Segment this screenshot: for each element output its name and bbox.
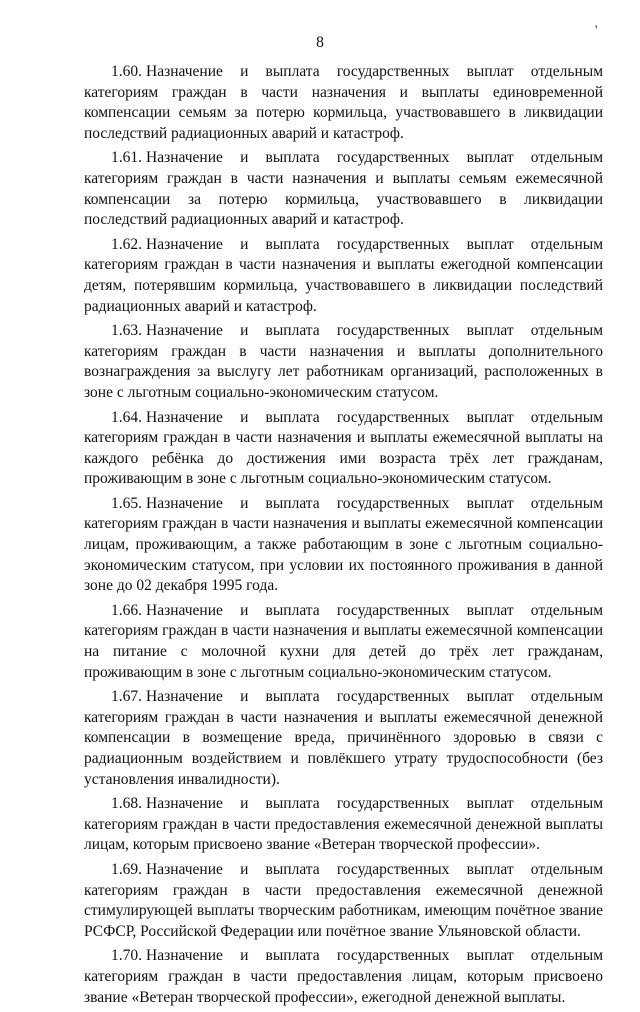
paragraph-1-63 <box>84 321 603 403</box>
paragraph-number: 1.68. <box>111 795 142 813</box>
paragraph-text: Назначение и выплата государственных выплат отдельным категориям граждан в части назначения и выплаты семьям ежемесячной компенсации за потерю кормильца, участвовавшего в ликвидации последствий радиационных аварий и катастроф. <box>84 149 603 229</box>
paragraph-1-64 <box>84 408 603 490</box>
paragraph-1-62 <box>84 235 603 317</box>
paragraph-number: 1.66. <box>111 601 142 619</box>
paragraph-number: 1.64. <box>111 408 142 426</box>
paragraph-1-68 <box>84 794 603 856</box>
paragraph-1-65 <box>84 494 603 597</box>
paragraph-text: Назначение и выплата государственных выплат отдельным категориям граждан в части предоставления ежемесячной денежной стимулирующей выплаты творческим работникам, имеющим почётное звание РСФСР, Российской Федерации или почётное звание Ульяновской области. <box>84 860 603 940</box>
paragraph-text: Назначение и выплата государственных выплат отдельным категориям граждан в части предоставления лицам, которым присвоено звание «Ветеран творческой профессии», ежегодной денежной выплаты. <box>84 947 603 1006</box>
paragraph-number: 1.60. <box>111 63 142 80</box>
corner-mark: ' <box>595 22 598 37</box>
paragraph-number: 1.62. <box>111 235 142 253</box>
paragraph-1-69 <box>84 860 603 942</box>
paragraph-number: 1.69. <box>111 860 142 878</box>
paragraph-text: Назначение и выплата государственных выплат отдельным категориям граждан в части назначения и выплаты ежемесячной денежной компенсации в возмещение вреда, причинённого здоровью в связи с радиационным воздействием и повлёкшего утрату трудоспособности (без установления инвалидности). <box>84 688 603 788</box>
paragraph-number: 1.65. <box>111 494 142 512</box>
paragraph-1-67 <box>84 687 603 790</box>
paragraph-number: 1.70. <box>111 947 142 965</box>
paragraph-text: Назначение и выплата государственных выплат отдельным категориям граждан в части назначения и выплаты единовременной компенсации семьям за потерю кормильца, участвовавшего в ликвидации последствий радиационных аварий и катастроф. <box>84 63 603 142</box>
paragraph-number: 1.61. <box>111 149 142 167</box>
paragraph-1-60 <box>84 62 603 144</box>
paragraph-text: Назначение и выплата государственных выплат отдельным категориям граждан в части назначения и выплаты дополнительного вознаграждения за выслугу лет работникам организаций, расположенных в зоне с льготным социально-экономическим статусом. <box>84 322 603 401</box>
paragraph-1-66 <box>84 601 603 683</box>
page-number: 8 <box>316 34 324 51</box>
paragraph-number: 1.67. <box>111 688 142 706</box>
paragraph-text: Назначение и выплата государственных выплат отдельным категориям граждан в части назначения и выплаты ежегодной компенсации детям, потерявшим кормильца, участвовавшего в ликвидации последствий радиационных аварий и катастроф. <box>84 235 603 315</box>
paragraph-text: Назначение и выплата государственных выплат отдельным категориям граждан в части назначения и выплаты ежемесячной компенсации лицам, проживающим, а также работающим в зоне с льготным социально-экономическим статусом, при условии их постоянного проживания в данной зоне до 02 декабря 1995 года. <box>84 494 603 595</box>
paragraph-1-61 <box>84 148 603 230</box>
paragraph-1-70 <box>84 946 603 1008</box>
paragraph-text: Назначение и выплата государственных выплат отдельным категориям граждан в части назначения и выплаты ежемесячной компенсации на питание с молочной кухни для детей до трёх лет гражданам, проживающим в зоне с льготным социально-экономическим статусом. <box>84 601 603 681</box>
paragraph-text: Назначение и выплата государственных выплат отдельным категориям граждан в части назначения и выплаты ежемесячной выплаты на каждого ребёнка до достижения ими возраста трёх лет гражданам, проживающим в зоне с льготным социально-экономическим статусом. <box>84 408 603 488</box>
paragraph-text: Назначение и выплата государственных выплат отдельным категориям граждан в части предоставления ежемесячной денежной выплаты лицам, которым присвоено звание «Ветеран творческой профессии». <box>84 795 603 854</box>
document-body <box>84 62 603 1012</box>
paragraph-number: 1.63. <box>111 322 142 340</box>
